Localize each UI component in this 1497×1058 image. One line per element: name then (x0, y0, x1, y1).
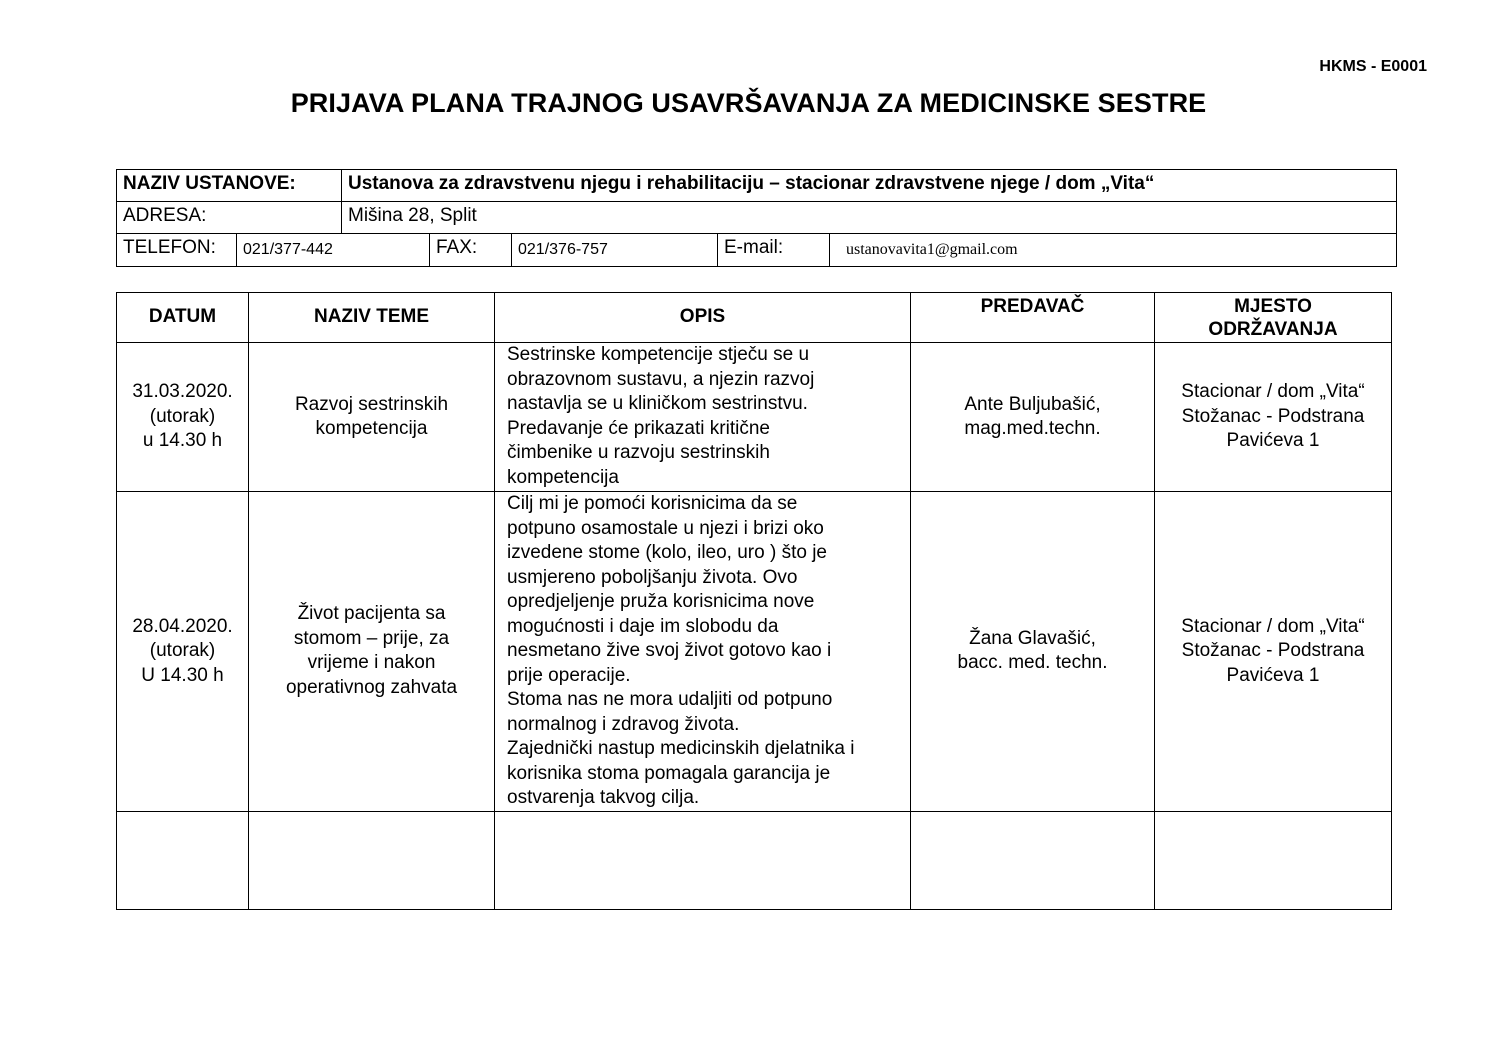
opis-line: Sestrinske kompetencije stječu se u (507, 344, 810, 365)
cell-datum (117, 343, 249, 492)
cell-tema (249, 492, 495, 812)
mjesto-line: Stožanac - Podstrana (1181, 405, 1365, 427)
opis-line: kompetencija (507, 466, 619, 488)
mjesto-line: Stacionar / dom „Vita“ (1181, 381, 1365, 403)
mjesto-line: Stacionar / dom „Vita“ (1181, 615, 1365, 637)
cell-empty (117, 811, 249, 909)
cell-datum (117, 492, 249, 812)
predavac-line: bacc. med. techn. (957, 652, 1108, 674)
email-value: ustanovavita1@gmail.com (846, 241, 1018, 258)
opis-line: Stoma nas ne mora udaljiti od potpuno (507, 689, 833, 710)
mjesto-line: Pavićeva 1 (1226, 430, 1320, 452)
opis-line: nesmetano žive svoj život gotovo kao i (507, 640, 832, 661)
datum-line: u 14.30 h (142, 430, 223, 452)
cell-tema (249, 343, 495, 492)
opis-line: prije operacije. (507, 664, 631, 686)
institution-name-value: Ustanova za zdravstvenu njegu i rehabilitaciju – stacionar zdravstvene njege / dom „Vita“ (348, 173, 1155, 194)
institution-info (116, 169, 1397, 267)
institution-name-row (117, 170, 1396, 202)
header-mjesto-line-2: ODRŽAVANJA (1208, 318, 1338, 340)
document-code: HKMS - E0001 (1319, 58, 1427, 75)
contact-row (117, 234, 1396, 266)
table-row-empty (117, 811, 1392, 909)
opis-line: opredjeljenje pruža korisnicima nove (507, 591, 815, 612)
header-datum: DATUM (117, 293, 249, 343)
tema-line: vrijeme i nakon (307, 652, 436, 674)
opis-line: ostvarenja takvog cilja. (507, 787, 700, 808)
page-title: PRIJAVA PLANA TRAJNOG USAVRŠAVANJA ZA MEDICINSKE SESTRE (290, 88, 1207, 118)
datum-line: (utorak) (149, 405, 216, 427)
address-label: ADRESA: (117, 202, 342, 233)
cell-mjesto (1155, 343, 1392, 492)
opis-line: čimbenike u razvoju sestrinskih (507, 442, 770, 463)
cell-predavac (911, 492, 1155, 812)
header-mjesto-line-1: MJESTO (1234, 295, 1312, 317)
opis-line: usmjereno poboljšanju života. Ovo (507, 566, 798, 588)
table-header-row (117, 293, 1392, 343)
cell-empty (1155, 811, 1392, 909)
predavac-line: mag.med.techn. (964, 418, 1101, 439)
cell-mjesto (1155, 492, 1392, 812)
header-opis: OPIS (495, 293, 911, 343)
phone-value: 021/377-442 (237, 234, 430, 266)
fax-label: FAX: (430, 234, 512, 266)
opis-line: obrazovnom sustavu, a njezin razvoj (507, 368, 815, 390)
opis-line: Zajednički nastup medicinskih djelatnika i (507, 738, 855, 759)
opis-line: korisnika stoma pomagala garancija je (507, 762, 831, 784)
opis-line: Cilj mi je pomoći korisnicima da se (507, 493, 798, 514)
mjesto-line: Stožanac - Podstrana (1181, 640, 1365, 661)
cell-opis (495, 492, 911, 812)
opis-line: nastavlja se u kliničkom sestrinstvu. (507, 393, 808, 414)
datum-line: U 14.30 h (141, 664, 224, 686)
predavac-line: Žana Glavašić, (969, 627, 1096, 649)
cell-empty (495, 811, 911, 909)
opis-line: izvedene stome (kolo, ileo, uro ) što je (507, 542, 827, 563)
datum-line: 31.03.2020. (132, 381, 233, 403)
table-row (117, 343, 1392, 492)
header-mjesto-odrzavanja (1155, 293, 1392, 343)
tema-line: Život pacijenta sa (297, 603, 446, 625)
tema-line: operativnog zahvata (285, 676, 458, 698)
plan-table (116, 292, 1392, 910)
cell-opis (495, 343, 911, 492)
datum-line: 28.04.2020. (132, 615, 233, 637)
opis-line: Predavanje će prikazati kritične (507, 417, 770, 439)
header-predavac: PREDAVAČ (911, 293, 1155, 343)
institution-name-label: NAZIV USTANOVE: (117, 170, 342, 201)
phone-label: TELEFON: (117, 234, 237, 266)
opis-line: mogućnosti i daje im slobodu da (507, 615, 779, 637)
cell-empty (911, 811, 1155, 909)
tema-line: Razvoj sestrinskih (294, 393, 449, 415)
email-label: E-mail: (718, 234, 830, 266)
opis-line: normalnog i zdravog života. (507, 713, 740, 735)
tema-line: stomom – prije, za (293, 627, 450, 649)
opis-line: potpuno osamostale u njezi i brizi oko (507, 517, 824, 539)
address-row (117, 202, 1396, 234)
cell-empty (249, 811, 495, 909)
header-naziv-teme: NAZIV TEME (249, 293, 495, 343)
datum-line: (utorak) (149, 640, 216, 661)
fax-value: 021/376-757 (512, 234, 718, 266)
cell-predavac (911, 343, 1155, 492)
predavac-line: Ante Buljubašić, (964, 393, 1101, 415)
address-value: Mišina 28, Split (348, 205, 477, 226)
mjesto-line: Pavićeva 1 (1226, 664, 1320, 686)
tema-line: kompetencija (315, 418, 428, 439)
table-row (117, 492, 1392, 812)
